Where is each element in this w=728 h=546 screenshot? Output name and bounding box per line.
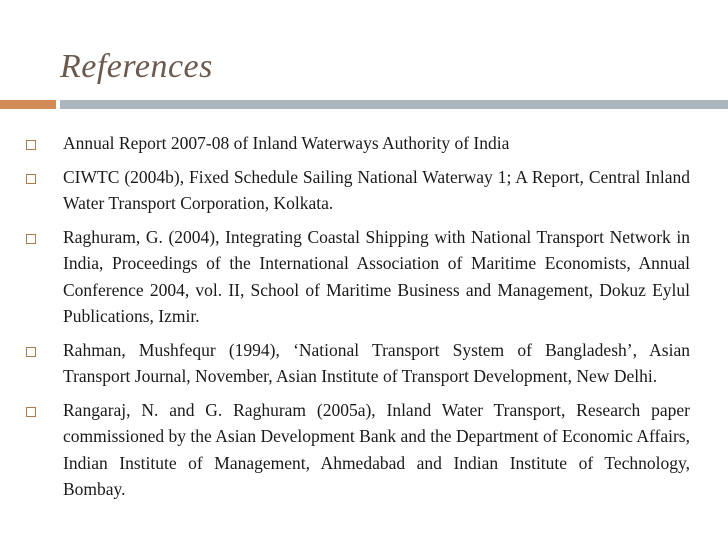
reference-text: CIWTC (2004b), Fixed Schedule Sailing National Waterway 1; A Report, Central Inland Water Transport Corporation, Kolkata. [63, 166, 690, 213]
reference-item [26, 130, 690, 157]
reference-item [26, 337, 690, 390]
reference-text: Annual Report 2007-08 of Inland Waterways Authority of India [63, 133, 510, 153]
reference-item [26, 164, 690, 217]
reference-text: Rahman, Mushfequr (1994), ‘National Transport System of Bangladesh’, Asian Transport Journal, November, Asian Institute of Transport Development, New Delhi. [63, 339, 690, 386]
hollow-square-bullet-icon [26, 407, 36, 417]
hollow-square-bullet-icon [26, 174, 36, 184]
reference-list [26, 130, 690, 510]
slide-title: References [60, 48, 213, 85]
reference-item [26, 397, 690, 503]
title-rule-bar [60, 100, 728, 109]
accent-bar [0, 100, 56, 109]
hollow-square-bullet-icon [26, 140, 36, 150]
reference-item [26, 224, 690, 330]
hollow-square-bullet-icon [26, 347, 36, 357]
reference-text: Rangaraj, N. and G. Raghuram (2005a), Inland Water Transport, Research paper commissioned by the Asian Development Bank and the Department of Economic Affairs, Indian Institute of Management, Ahmedabad and Indian Institute of Technology, Bombay. [63, 399, 690, 499]
hollow-square-bullet-icon [26, 234, 36, 244]
reference-text: Raghuram, G. (2004), Integrating Coastal Shipping with National Transport Network in India, Proceedings of the International Association of Maritime Economists, Annual Conference 2004, vol. II, School of Maritime Business and Management, Dokuz Eylul Publications, Izmir. [63, 226, 690, 326]
